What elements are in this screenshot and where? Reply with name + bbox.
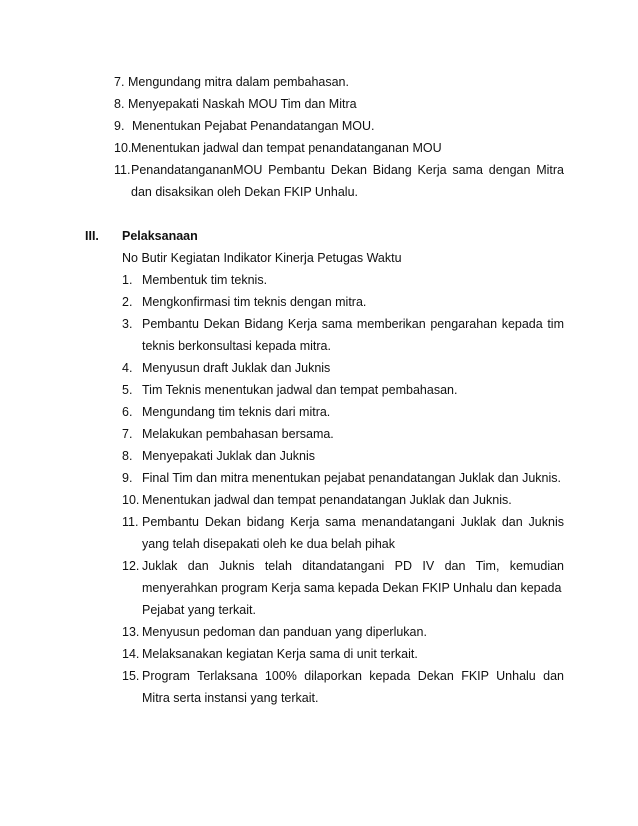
list-item-text: Mengkonfirmasi tim teknis dengan mitra. xyxy=(142,295,367,309)
list-item-number: 8. xyxy=(114,97,125,111)
list-item-number: 9. xyxy=(114,119,125,133)
list-item-number: 11. xyxy=(114,163,131,177)
list-item-number: 7. xyxy=(114,75,125,89)
list-item-text: Menyusun pedoman dan panduan yang diperlukan. xyxy=(142,625,427,639)
list-item-text: Mengundang mitra dalam pembahasan. xyxy=(128,75,349,89)
list-item-text: Melaksanakan kegiatan Kerja sama di unit terkait. xyxy=(142,647,418,661)
list-item-text: Menentukan Pejabat Penandatangan MOU. xyxy=(132,119,375,133)
section-title: Pelaksanaan xyxy=(122,229,198,243)
list-item-text: PenandatangananMOU Pembantu Dekan Bidang Kerja sama dengan Mitra xyxy=(131,163,564,177)
list-item-continuation: dan disaksikan oleh Dekan FKIP Unhalu. xyxy=(131,185,358,199)
list-item-text: Membentuk tim teknis. xyxy=(142,273,268,287)
list-item-text: Tim Teknis menentukan jadwal dan tempat pembahasan. xyxy=(142,383,458,397)
list-item-text: Program Terlaksana 100% dilaporkan kepada Dekan FKIP Unhalu dan xyxy=(142,669,564,683)
list-item-continuation: yang telah disepakati oleh ke dua belah pihak xyxy=(142,537,395,551)
list-item-number: 7. xyxy=(122,427,133,441)
list-item-number: 11. xyxy=(122,515,139,529)
list-item-text: Menyusun draft Juklak dan Juknis xyxy=(142,361,331,375)
list-item-number: 13. xyxy=(122,625,140,639)
list-item-number: 5. xyxy=(122,383,133,397)
list-item-number: 4. xyxy=(122,361,133,375)
list-item-number: 10. xyxy=(114,141,132,155)
list-item-number: 12. xyxy=(122,559,140,573)
list-item-text: Menyepakati Juklak dan Juknis xyxy=(142,449,316,463)
list-item-number: 9. xyxy=(122,471,133,485)
list-item-text: Mengundang tim teknis dari mitra. xyxy=(142,405,331,419)
list-item-text: Menentukan jadwal dan tempat penandatanganan MOU xyxy=(131,141,442,155)
table-header-line: No Butir Kegiatan Indikator Kinerja Petugas Waktu xyxy=(122,251,402,265)
list-item-text: Pembantu Dekan bidang Kerja sama menandatangani Juklak dan Juknis xyxy=(142,515,564,529)
list-item-number: 3. xyxy=(122,317,133,331)
list-item-continuation: Pejabat yang terkait. xyxy=(142,603,256,617)
list-item-number: 2. xyxy=(122,295,133,309)
list-item-text: Menentukan jadwal dan tempat penandatangan Juklak dan Juknis. xyxy=(142,493,512,507)
list-item-continuation: menyerahkan program Kerja sama kepada Dekan FKIP Unhalu dan kepada xyxy=(142,581,562,595)
list-item-continuation: Mitra serta instansi yang terkait. xyxy=(142,691,319,705)
list-item-number: 1. xyxy=(122,273,133,287)
list-item-number: 14. xyxy=(122,647,140,661)
list-item-number: 10. xyxy=(122,493,140,507)
list-item-text: Melakukan pembahasan bersama. xyxy=(142,427,334,441)
list-item-text: Final Tim dan mitra menentukan pejabat penandatangan Juklak dan Juknis. xyxy=(142,471,562,485)
list-item-number: 15. xyxy=(122,669,140,683)
list-item-text: Menyepakati Naskah MOU Tim dan Mitra xyxy=(128,97,357,111)
list-item-text: Juklak dan Juknis telah ditandatangani PD IV dan Tim, kemudian xyxy=(142,559,564,573)
list-item-continuation: teknis berkonsultasi kepada mitra. xyxy=(142,339,331,353)
section-number: III. xyxy=(85,229,99,243)
list-item-number: 6. xyxy=(122,405,133,419)
list-item-number: 8. xyxy=(122,449,133,463)
list-item-text: Pembantu Dekan Bidang Kerja sama memberikan pengarahan kepada tim xyxy=(142,317,564,331)
